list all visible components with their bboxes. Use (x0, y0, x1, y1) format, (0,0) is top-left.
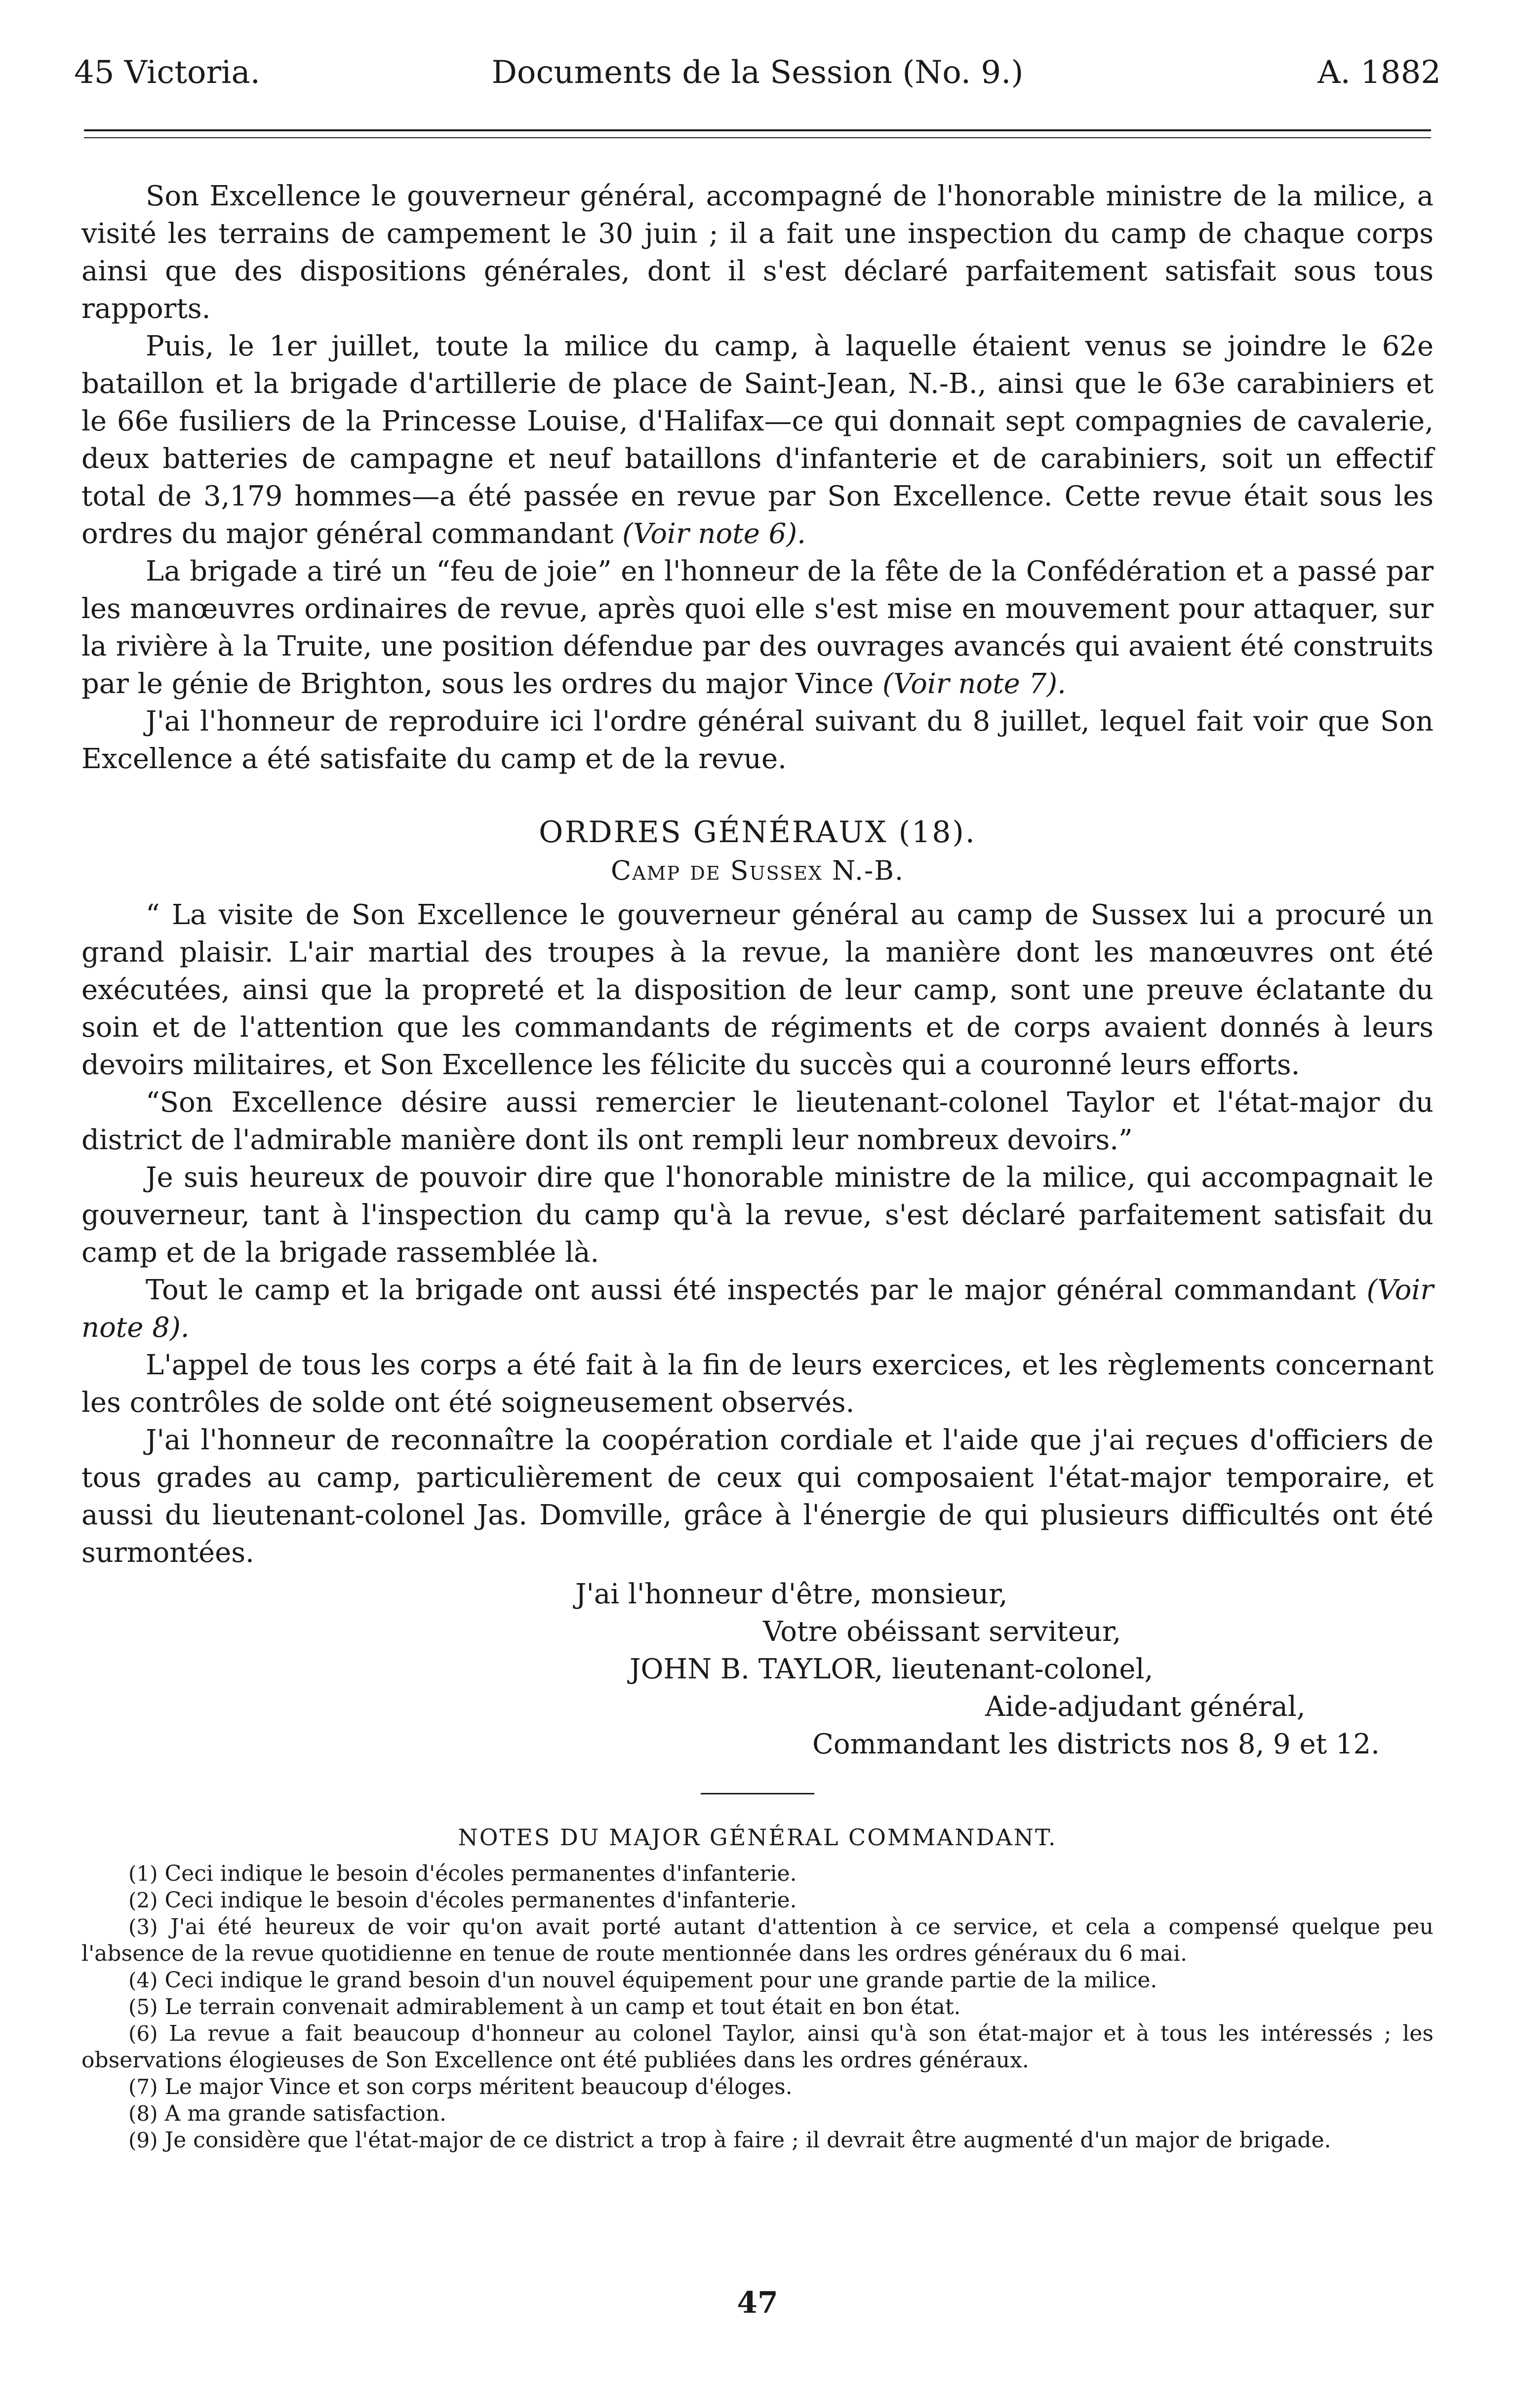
note-text: Le terrain convenait admirablement à un camp et tout était en bon état. (164, 1994, 961, 2020)
paragraph (81, 328, 1434, 553)
note-text: Ceci indique le besoin d'écoles permanentes d'infanterie. (164, 1861, 797, 1886)
paragraph (81, 1272, 1434, 1347)
section-divider (701, 1793, 814, 1794)
note-text: A ma grande satisfaction. (164, 2101, 447, 2126)
quoted-paragraph (81, 1084, 1434, 1159)
paragraph-text: Je suis heureux de pouvoir dire que l'honorable ministre de la milice, qui accompagnait le gouverneur, tant à l'inspection du camp qu'à la revue, s'est déclaré parfaitement satisfait du camp et de la brigade rassemblée là. (81, 1162, 1434, 1269)
signature-servant: Votre obéissant serviteur, (763, 1616, 1121, 1648)
notes-list (81, 1861, 1434, 2154)
note-text: Le major Vince et son corps méritent beaucoup d'éloges. (164, 2074, 793, 2099)
note-reference: (Voir note 7). (882, 668, 1066, 700)
note-number: (7) (128, 2075, 158, 2099)
paragraph-text: Puis, le 1er juillet, toute la milice du camp, à laquelle étaient venus se joindre le 62e bataillon et la brigade d'artillerie de place de Saint-Jean, N.-B., ainsi que le 63e carabiniers et le 66e fusiliers de la Princesse Louise, d'Halifax—ce qui donnait sept compagnies de cavalerie, deux batteries de campagne et neuf bataillons d'infanterie et de carabiniers, soit un effectif total de 3,179 hommes—a été passée en revue par Son Excellence. Cette revue était sous les ordres du major général commandant (81, 330, 1434, 550)
header-rule-thin (84, 137, 1431, 138)
paragraph (81, 703, 1434, 778)
note-reference: (Voir note 8). (81, 1274, 1434, 1344)
note-item (81, 1967, 1434, 1994)
note-number: (8) (128, 2101, 158, 2126)
paragraph-text: “Son Excellence désire aussi remercier le lieutenant-colonel Taylor et l'état-major du district de l'admirable manière dont ils ont rempli leur nombreux devoirs.” (81, 1087, 1434, 1156)
paragraph-text: La brigade a tiré un “feu de joie” en l'honneur de la fête de la Confédération et a passé par les manœuvres ordinaires de revue, après quoi elle s'est mise en mouvement pour attaquer, sur la rivière à la Truite, une position défendue par des ouvrages avancés qui avaient été construits par le génie de Brighton, sous les ordres du major Vince (81, 555, 1434, 700)
header-title: Documents de la Session (No. 9.) (491, 54, 1024, 91)
note-text: La revue a fait beaucoup d'honneur au colonel Taylor, ainsi qu'à son état-major et à tous les intéressés ; les observations élogieuses de Son Excellence ont été publiées dans les ordres généraux. (81, 2021, 1434, 2073)
note-item (81, 1994, 1434, 2020)
note-item (81, 2020, 1434, 2074)
paragraph (81, 178, 1434, 328)
signature-title: Aide-adjudant général, (985, 1691, 1306, 1723)
note-item (81, 2127, 1434, 2154)
paragraph (81, 1347, 1434, 1422)
notes-title: NOTES DU MAJOR GÉNÉRAL COMMANDANT. (458, 1824, 1057, 1851)
paragraph-text: Tout le camp et la brigade ont aussi été inspectés par le major général commandant (146, 1274, 1356, 1306)
header-rule-thick (84, 129, 1431, 131)
paragraph (81, 1422, 1434, 1572)
note-item (81, 1861, 1434, 1887)
document-body (81, 178, 1434, 2154)
section-title: ORDRES GÉNÉRAUX (18). (539, 815, 976, 850)
note-number: (2) (128, 1888, 158, 1912)
paragraph (81, 1159, 1434, 1272)
running-header (74, 54, 1441, 99)
note-item (81, 1914, 1434, 1967)
paragraph-text: J'ai l'honneur de reconnaître la coopération cordiale et l'aide que j'ai reçues d'officiers de tous grades au camp, particulièrement de ceux qui composaient l'état-major temporaire, et aussi du lieutenant-colonel Jas. Domville, grâce à l'énergie de qui plusieurs difficultés ont été surmontées. (81, 1424, 1434, 1569)
paragraph-text: Son Excellence le gouverneur général, accompagné de l'honorable ministre de la milice, a visité les terrains de campement le 30 juin ; il a fait une inspection du camp de chaque corps ainsi que des dispositions générales, dont il s'est déclaré parfaitement satisfait sous tous rapports. (81, 180, 1434, 325)
note-item (81, 2100, 1434, 2127)
paragraph-text: “ La visite de Son Excellence le gouverneur général au camp de Sussex lui a procuré un grand plaisir. L'air martial des troupes à la revue, la manière dont les manœuvres ont été exécutées, ainsi que la propreté et la disposition de leur camp, sont une preuve éclatante du soin et de l'attention que les commandants de régiments et de corps avaient donnés à leurs devoirs militaires, et Son Excellence les félicite du succès qui a couronné leurs efforts. (81, 899, 1434, 1081)
header-left: 45 Victoria. (74, 54, 260, 91)
quoted-paragraph (81, 896, 1434, 1084)
note-item (81, 2074, 1434, 2100)
note-number: (1) (128, 1862, 158, 1886)
note-number: (4) (128, 1968, 158, 1992)
note-item (81, 1887, 1434, 1914)
note-text: J'ai été heureux de voir qu'on avait porté autant d'attention à ce service, et cela a compensé quelque peu l'absence de la revue quotidienne en tenue de route mentionnée dans les ordres généraux du 6 mai. (81, 1914, 1434, 1966)
signature-block (81, 1576, 1434, 1763)
header-right: A. 1882 (1317, 54, 1441, 91)
note-number: (6) (128, 2021, 158, 2046)
paragraph (81, 553, 1434, 703)
signature-districts: Commandant les districts nos 8, 9 et 12. (812, 1728, 1380, 1760)
note-number: (9) (128, 2128, 158, 2152)
note-text: Ceci indique le grand besoin d'un nouvel équipement pour une grande partie de la milice. (164, 1968, 1157, 1993)
page-number: 47 (737, 2286, 778, 2320)
note-number: (5) (128, 1995, 158, 2019)
note-text: Ceci indique le besoin d'écoles permanentes d'infanterie. (164, 1888, 797, 1913)
section-subtitle: Camp de Sussex N.-B. (610, 855, 905, 886)
paragraph-text: L'appel de tous les corps a été fait à la fin de leurs exercices, et les règlements concernant les contrôles de solde ont été soigneusement observés. (81, 1349, 1434, 1419)
paragraph-text: J'ai l'honneur de reproduire ici l'ordre général suivant du 8 juillet, lequel fait voir que Son Excellence a été satisfaite du camp et de la revue. (81, 705, 1434, 775)
note-reference: (Voir note 6). (622, 518, 806, 550)
signature-closing: J'ai l'honneur d'être, monsieur, (575, 1578, 1008, 1610)
note-number: (3) (128, 1915, 158, 1939)
signature-name: JOHN B. TAYLOR, lieutenant-colonel, (630, 1653, 1154, 1685)
note-text: Je considère que l'état-major de ce district a trop à faire ; il devrait être augmenté d'un major de brigade. (164, 2128, 1331, 2153)
